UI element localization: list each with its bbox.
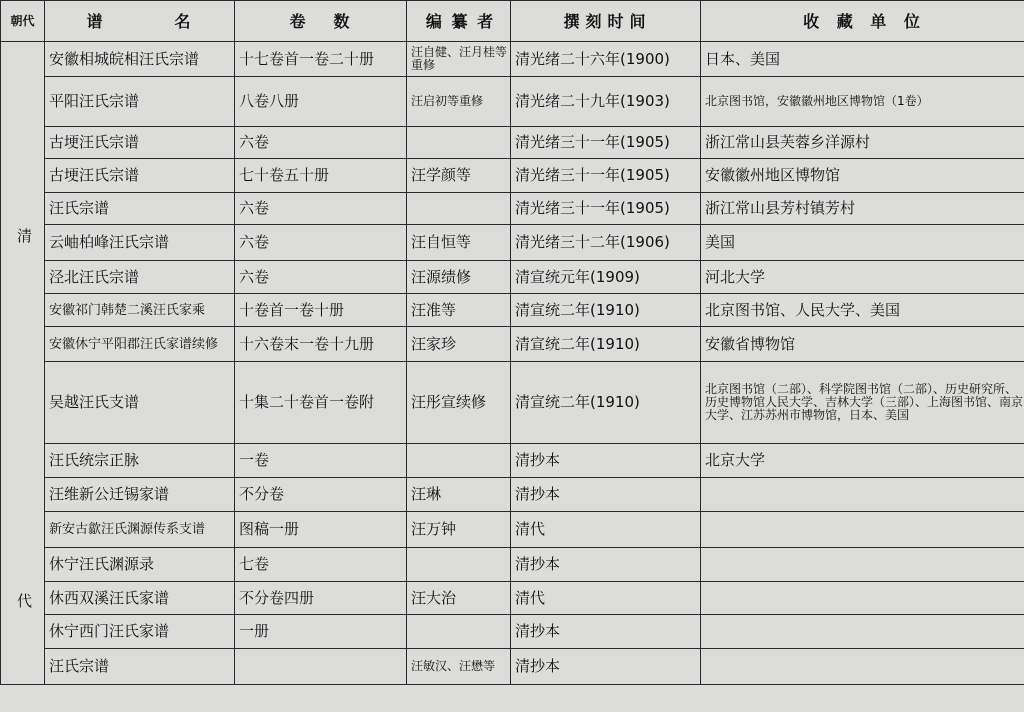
- name-cell: 休宁汪氏渊源录: [45, 548, 235, 582]
- name-cell: 汪氏宗谱: [45, 193, 235, 225]
- compiler-cell: 汪敏汉、汪懋等: [407, 649, 511, 685]
- table-row: [1, 193, 1024, 225]
- compiler-cell: [407, 548, 511, 582]
- dynasty-char-top: 清: [17, 227, 33, 245]
- header-row: [1, 1, 1024, 42]
- volumes-cell: 一册: [235, 615, 407, 649]
- header-name: 谱 名: [45, 1, 235, 42]
- date-cell: 清光绪二十九年(1903): [511, 77, 701, 127]
- name-cell: 古埂汪氏宗谱: [45, 159, 235, 193]
- date-cell: 清宣统二年(1910): [511, 327, 701, 362]
- table-row: [1, 649, 1024, 685]
- compiler-cell: 汪大治: [407, 582, 511, 615]
- compiler-cell: 汪准等: [407, 294, 511, 327]
- name-cell: 安徽祁门韩楚二溪汪氏家乘: [45, 294, 235, 327]
- holder-cell: 浙江常山县芙蓉乡洋源村: [701, 127, 1024, 159]
- holder-cell: [701, 478, 1024, 512]
- date-cell: 清光绪二十六年(1900): [511, 42, 701, 77]
- holder-cell: 安徽徽州地区博物馆: [701, 159, 1024, 193]
- header-compiler: 编 纂 者: [407, 1, 511, 42]
- date-cell: 清代: [511, 512, 701, 548]
- table-row: [1, 225, 1024, 261]
- holder-cell: [701, 582, 1024, 615]
- name-cell: 安徽休宁平阳郡汪氏家谱续修: [45, 327, 235, 362]
- volumes-cell: 不分卷: [235, 478, 407, 512]
- compiler-cell: 汪彤宣续修: [407, 362, 511, 444]
- compiler-cell: 汪启初等重修: [407, 77, 511, 127]
- date-cell: 清宣统二年(1910): [511, 362, 701, 444]
- name-cell: 休西双溪汪氏家谱: [45, 582, 235, 615]
- volumes-cell: 六卷: [235, 127, 407, 159]
- volumes-cell: 一卷: [235, 444, 407, 478]
- compiler-cell: 汪家珍: [407, 327, 511, 362]
- holder-cell: 浙江常山县芳村镇芳村: [701, 193, 1024, 225]
- name-cell: 新安古歙汪氏渊源传系支谱: [45, 512, 235, 548]
- dynasty-cell: [1, 42, 45, 685]
- date-cell: 清抄本: [511, 615, 701, 649]
- table-row: [1, 127, 1024, 159]
- table-row: [1, 478, 1024, 512]
- date-cell: 清光绪三十一年(1905): [511, 127, 701, 159]
- volumes-cell: 六卷: [235, 225, 407, 261]
- holder-cell: 河北大学: [701, 261, 1024, 294]
- holder-cell: 日本、美国: [701, 42, 1024, 77]
- volumes-cell: 十集二十卷首一卷附: [235, 362, 407, 444]
- date-cell: 清抄本: [511, 478, 701, 512]
- volumes-cell: 六卷: [235, 261, 407, 294]
- volumes-cell: 七卷: [235, 548, 407, 582]
- volumes-cell: 七十卷五十册: [235, 159, 407, 193]
- holder-cell: 北京图书馆（二部）、科学院图书馆（二部）、历史研究所、历史博物馆人民大学、吉林大学（三部）、上海图书馆、南京大学、江苏苏州市博物馆，日本、美国: [701, 362, 1024, 444]
- compiler-cell: 汪自健、汪月桂等重修: [407, 42, 511, 77]
- holder-cell: 北京大学: [701, 444, 1024, 478]
- compiler-cell: 汪琳: [407, 478, 511, 512]
- header-holder: 收 藏 单 位: [701, 1, 1024, 42]
- holder-cell: [701, 512, 1024, 548]
- name-cell: 汪氏宗谱: [45, 649, 235, 685]
- table-row: [1, 548, 1024, 582]
- date-cell: 清抄本: [511, 649, 701, 685]
- date-cell: 清宣统元年(1909): [511, 261, 701, 294]
- date-cell: 清光绪三十一年(1905): [511, 159, 701, 193]
- volumes-cell: 六卷: [235, 193, 407, 225]
- name-cell: 汪维新公迁锡家谱: [45, 478, 235, 512]
- name-cell: 古埂汪氏宗谱: [45, 127, 235, 159]
- name-cell: 汪氏统宗正脉: [45, 444, 235, 478]
- holder-cell: [701, 615, 1024, 649]
- date-cell: 清抄本: [511, 548, 701, 582]
- date-cell: 清宣统二年(1910): [511, 294, 701, 327]
- holder-cell: 安徽省博物馆: [701, 327, 1024, 362]
- date-cell: 清光绪三十二年(1906): [511, 225, 701, 261]
- table-row: [1, 42, 1024, 77]
- dynasty-char-bottom: 代: [17, 592, 33, 610]
- name-cell: 云岫柏峰汪氏宗谱: [45, 225, 235, 261]
- volumes-cell: 十七卷首一卷二十册: [235, 42, 407, 77]
- holder-cell: [701, 649, 1024, 685]
- table-row: [1, 77, 1024, 127]
- volumes-cell: 不分卷四册: [235, 582, 407, 615]
- holder-cell: 北京图书馆，安徽徽州地区博物馆（1卷）: [701, 77, 1024, 127]
- table-row: [1, 362, 1024, 444]
- table-row: [1, 444, 1024, 478]
- table-row: [1, 261, 1024, 294]
- name-cell: 安徽相城皖相汪氏宗谱: [45, 42, 235, 77]
- volumes-cell: 八卷八册: [235, 77, 407, 127]
- date-cell: 清光绪三十一年(1905): [511, 193, 701, 225]
- compiler-cell: 汪万钟: [407, 512, 511, 548]
- holder-cell: 美国: [701, 225, 1024, 261]
- volumes-cell: [235, 649, 407, 685]
- table-row: [1, 327, 1024, 362]
- compiler-cell: 汪学颜等: [407, 159, 511, 193]
- volumes-cell: 十六卷末一卷十九册: [235, 327, 407, 362]
- name-cell: 休宁西门汪氏家谱: [45, 615, 235, 649]
- header-volumes: 卷 数: [235, 1, 407, 42]
- compiler-cell: [407, 444, 511, 478]
- compiler-cell: 汪源绩修: [407, 261, 511, 294]
- compiler-cell: [407, 193, 511, 225]
- compiler-cell: 汪自恒等: [407, 225, 511, 261]
- volumes-cell: 十卷首一卷十册: [235, 294, 407, 327]
- holder-cell: [701, 548, 1024, 582]
- name-cell: 泾北汪氏宗谱: [45, 261, 235, 294]
- table-row: [1, 582, 1024, 615]
- table-body: [1, 42, 1024, 685]
- table-row: [1, 294, 1024, 327]
- date-cell: 清代: [511, 582, 701, 615]
- table-row: [1, 159, 1024, 193]
- name-cell: 平阳汪氏宗谱: [45, 77, 235, 127]
- compiler-cell: [407, 615, 511, 649]
- header-dynasty: 朝代: [1, 1, 45, 42]
- date-cell: 清抄本: [511, 444, 701, 478]
- table-row: [1, 512, 1024, 548]
- name-cell: 吴越汪氏支谱: [45, 362, 235, 444]
- volumes-cell: 图稿一册: [235, 512, 407, 548]
- header-date: 撰刻时间: [511, 1, 701, 42]
- compiler-cell: [407, 127, 511, 159]
- table-row: [1, 615, 1024, 649]
- holder-cell: 北京图书馆、人民大学、美国: [701, 294, 1024, 327]
